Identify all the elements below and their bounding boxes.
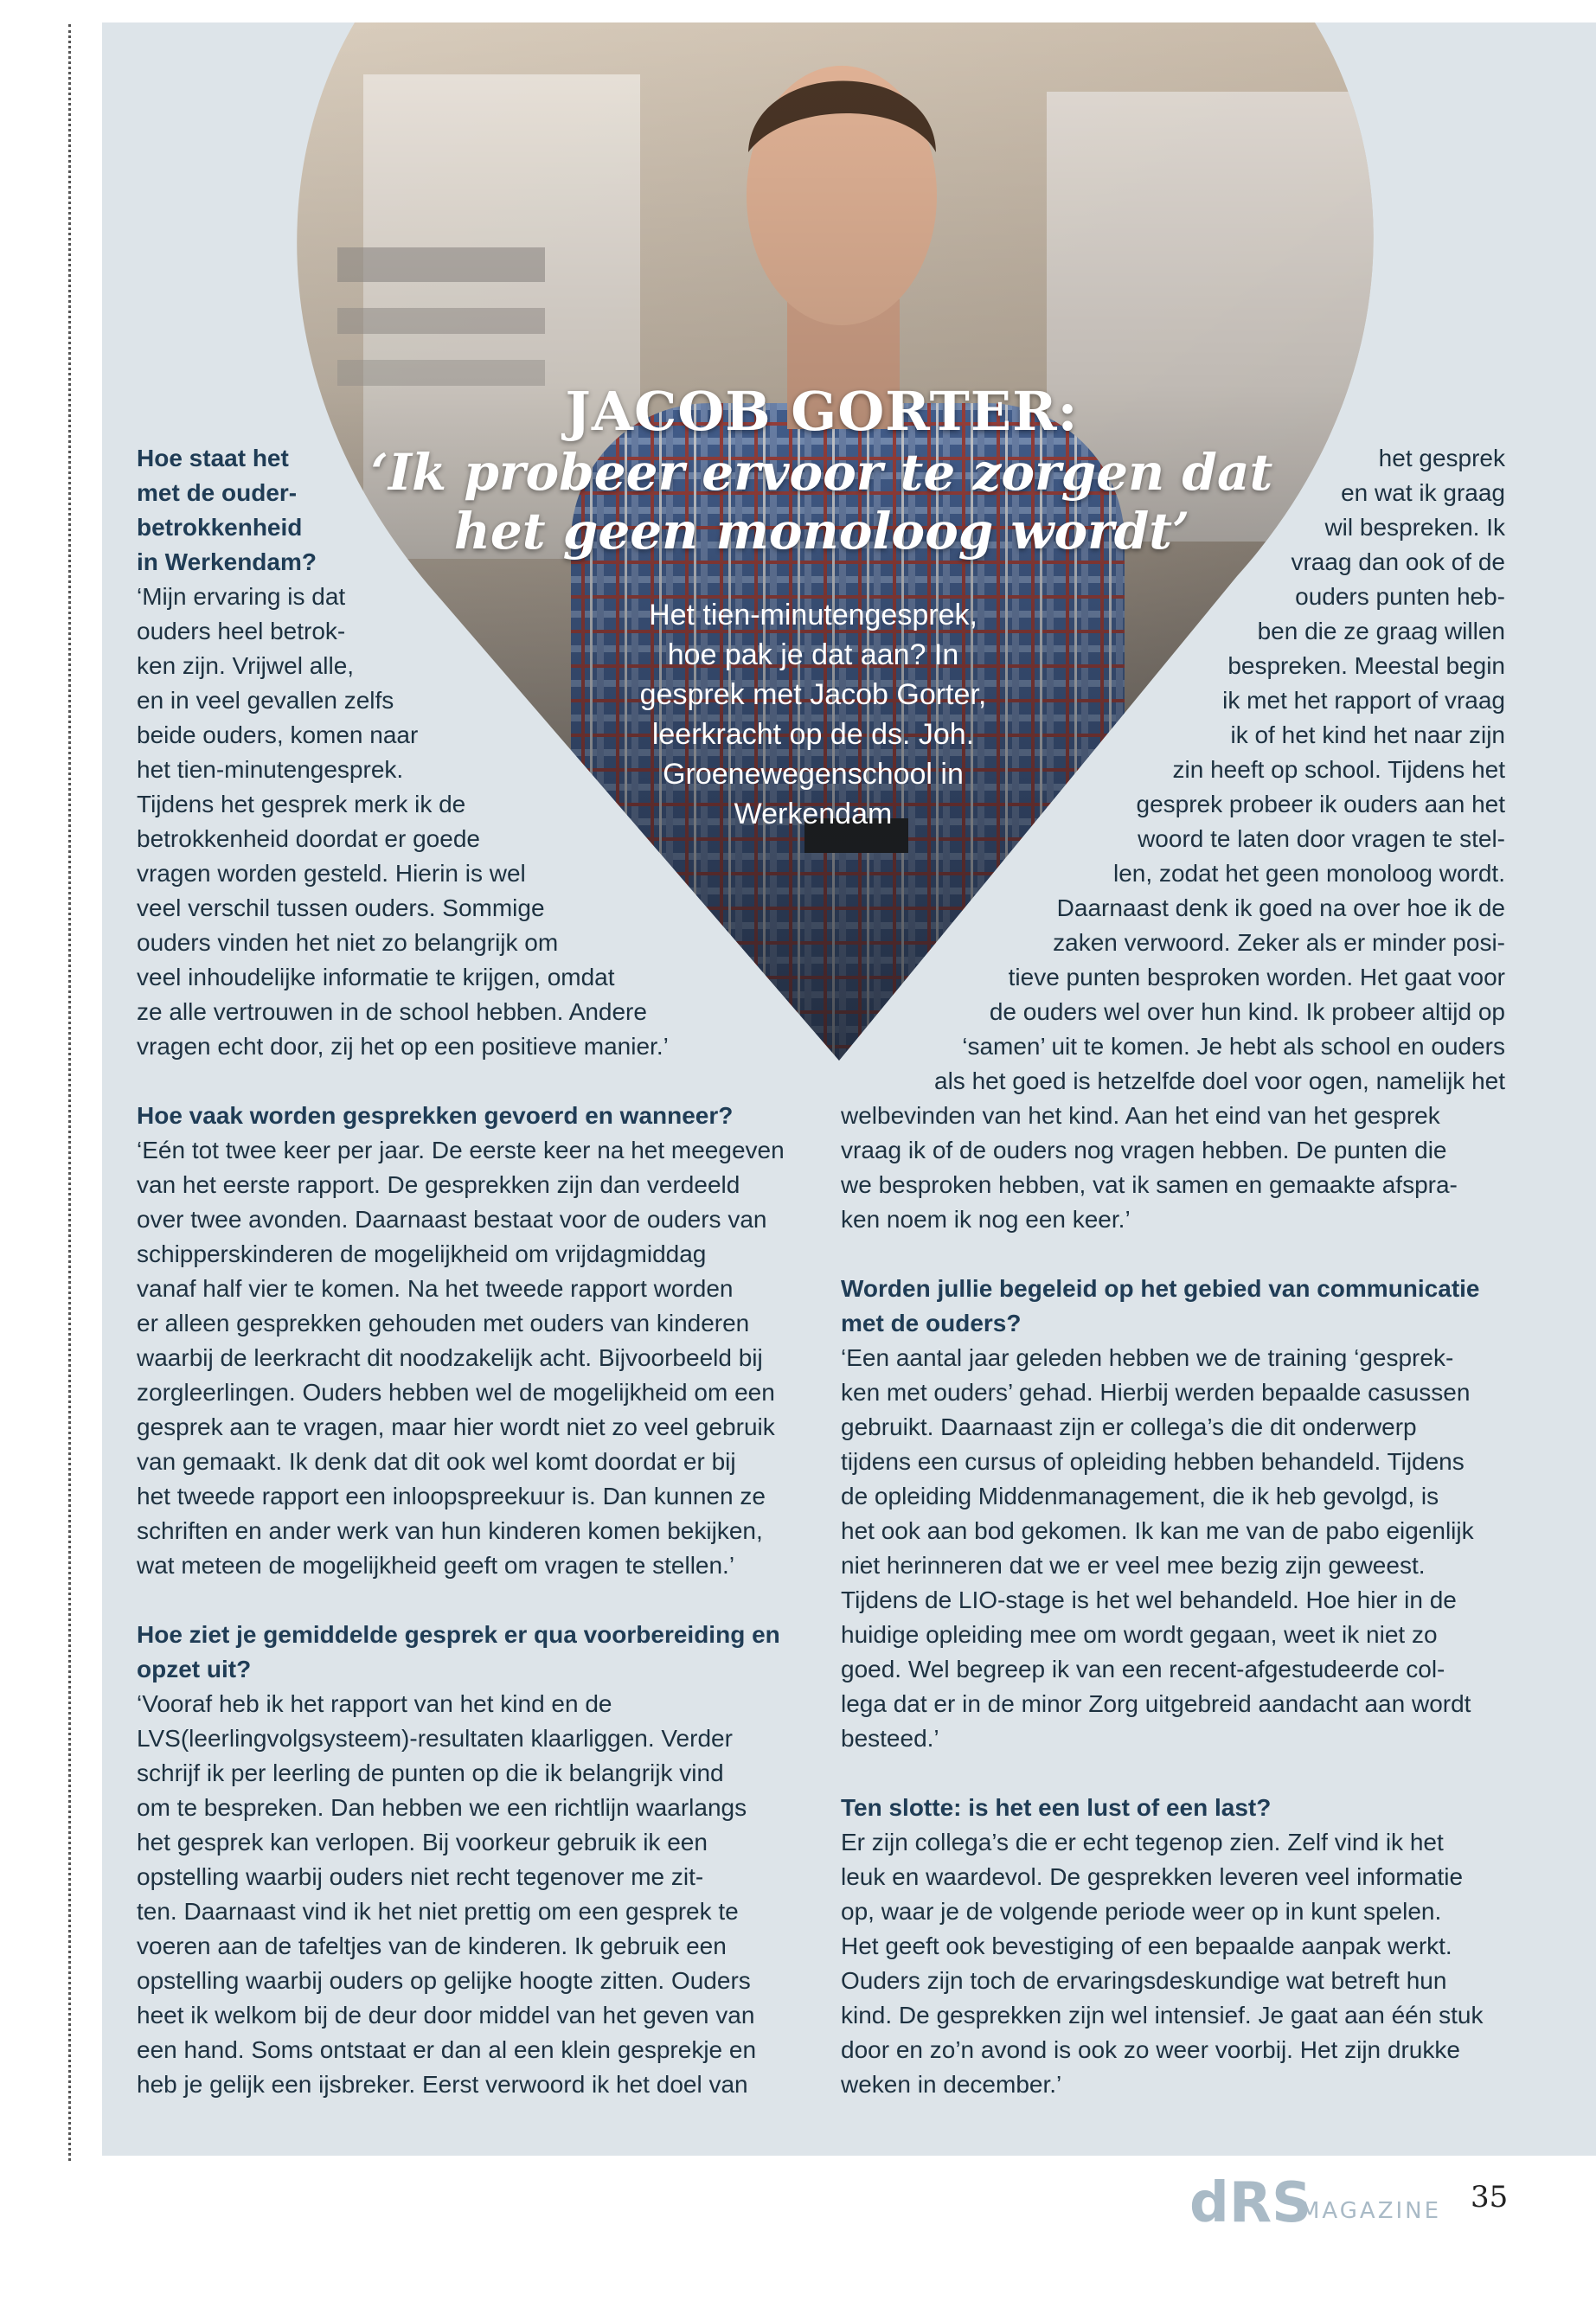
answer-line: het tien-minutengesprek. [137,756,404,783]
paragraph-gap [841,1756,1533,1791]
answer-line: het tweede rapport een inloopspreekuur is. Dan kunnen ze [137,1483,766,1509]
answer-line: zaken verwoord. Zeker als er minder posi- [1053,929,1505,956]
drs-magazine-logo [1189,2173,1449,2234]
answer-line: bespreken. Meestal begin [1227,652,1505,679]
answer-line: van gemaakt. Ik denk dat dit ook wel komt doordat er bij [137,1448,736,1475]
paragraph-gap [137,1583,829,1618]
answer-line: gesprek probeer ik ouders aan het [1136,791,1505,817]
answer-line: zorgleerlingen. Ouders hebben wel de mogelijkheid om een [137,1379,775,1406]
answer-line: een hand. Soms ontstaat er dan al een klein gesprekje en [137,2036,757,2063]
answer-line: besteed.’ [841,1725,939,1752]
answer-line: het gesprek kan verlopen. Bij voorkeur gebruik ik een [137,1829,708,1856]
answer-line: en in veel gevallen zelfs [137,687,394,714]
answer-line: huidige opleiding mee om wordt gegaan, weet ik niet zo [841,1621,1438,1648]
answer-line: het gesprek [1378,445,1505,471]
answer-line: ouders punten heb- [1295,583,1505,610]
intro-line: Groenewegenschool in [663,758,964,791]
answer-line: opstelling waarbij ouders op gelijke hoogte zitten. Ouders [137,1967,751,1994]
question-line: Hoe staat het [137,445,289,471]
answer-line: voeren aan de tafeltjes van de kinderen. Ik gebruik een [137,1932,727,1959]
question-line: met de ouders? [841,1310,1022,1336]
intro-line: gesprek met Jacob Gorter, [639,678,987,711]
answer-line: ken noem ik nog een keer.’ [841,1206,1131,1233]
intro-line: Het tien-minutengesprek, [649,599,977,631]
page-number: 35 [1471,2180,1509,2214]
answer-line: vraag dan ook of de [1291,548,1505,575]
headline-name: JACOB GORTER: [565,380,1079,443]
answer-line: vragen echt door, zij het op een positieve manier.’ [137,1033,669,1060]
answer-line: betrokkenheid doordat er goede [137,825,480,852]
left-column-top [137,441,846,1064]
answer-line: opstelling waarbij ouders niet recht tegenover me zit- [137,1863,704,1890]
right-column-bottom [841,1099,1533,2102]
question-line: Hoe ziet je gemiddelde gesprek er qua voorbereiding en [137,1621,780,1648]
question-line: opzet uit? [137,1656,252,1682]
answer-line: ik met het rapport of vraag [1222,687,1505,714]
answer-line: van het eerste rapport. De gesprekken zijn dan verdeeld [137,1171,740,1198]
answer-line: ben die ze graag willen [1257,618,1505,644]
logo-letters: dRS [1189,2173,1312,2234]
answer-line: door en zo’n avond is ook zo weer voorbij. Het zijn drukke [841,2036,1460,2063]
answer-line: lega dat er in de minor Zorg uitgebreid aandacht aan wordt [841,1690,1471,1717]
answer-line: Er zijn collega’s die er echt tegenop zien. Zelf vind ik het [841,1829,1444,1856]
answer-line: tieve punten besproken worden. Het gaat voor [1008,964,1505,990]
answer-line: ken zijn. Vrijwel alle, [137,652,355,679]
intro-line: leerkracht op de ds. Joh. [651,718,975,751]
answer-line: schriften en ander werk van hun kinderen komen bekijken, [137,1517,763,1544]
answer-line: LVS(leerlingvolgsysteem)-resultaten klaarliggen. Verder [137,1725,733,1752]
answer-line: weken in december.’ [841,2071,1062,2098]
answer-line: wil bespreken. Ik [1324,514,1505,541]
answer-line: vraag ik of de ouders nog vragen hebben. De punten die [841,1137,1447,1163]
question-line: met de ouder- [137,479,298,506]
answer-line: het ook aan bod gekomen. Ik kan me van de pabo eigenlijk [841,1517,1474,1544]
answer-line: ouders heel betrok- [137,618,346,644]
answer-line: de opleiding Middenmanagement, die ik heb gevolgd, is [841,1483,1439,1509]
intro-line: hoe pak je dat aan? In [667,638,959,671]
question-line: Hoe vaak worden gesprekken gevoerd en wanneer? [137,1102,734,1129]
answer-line: om te bespreken. Dan hebben we een richtlijn waarlangs [137,1794,747,1821]
answer-line: over twee avonden. Daarnaast bestaat voor de ouders van [137,1206,767,1233]
logo-magazine-word: MAGAZINE [1300,2198,1442,2224]
answer-line: ‘Eén tot twee keer per jaar. De eerste keer na het meegeven [137,1137,785,1163]
answer-line: schrijf ik per leerling de punten op die ik belangrijk vind [137,1759,724,1786]
answer-line: len, zodat het geen monoloog wordt. [1113,860,1505,887]
headline-quote-line-2: het geen monoloog wordt’ [453,502,1190,561]
answer-line: ten. Daarnaast vind ik het niet prettig om een gesprek te [137,1898,739,1925]
answer-line: ken met ouders’ gehad. Hierbij werden bepaalde casussen [841,1379,1471,1406]
answer-line: wat meteen de mogelijkheid geeft om vragen te stellen.’ [137,1552,735,1579]
question-line: Worden jullie begeleid op het gebied van communicatie [841,1275,1480,1302]
answer-line: welbevinden van het kind. Aan het eind van het gesprek [841,1102,1440,1129]
answer-line: kind. De gesprekken zijn wel intensief. Je gaat aan één stuk [841,2002,1484,2029]
answer-line: de ouders wel over hun kind. Ik probeer altijd op [989,998,1505,1025]
answer-line: Daarnaast denk ik goed na over hoe ik de [1056,894,1505,921]
answer-line: woord te laten door vragen te stel- [1138,825,1505,852]
answer-line: ‘Mijn ervaring is dat [137,583,346,610]
answer-line: ‘Een aantal jaar geleden hebben we de training ‘gesprek- [841,1344,1454,1371]
answer-line: beide ouders, komen naar [137,721,419,748]
left-column-bottom [137,1099,829,2102]
answer-line: we besproken hebben, vat ik samen en gemaakte afspra- [841,1171,1458,1198]
answer-line: leuk en waardevol. De gesprekken leveren veel informatie [841,1863,1464,1890]
intro-line: Werkendam [734,798,893,830]
answer-line: op, waar je de volgende periode weer op in kunt spelen. [841,1898,1442,1925]
answer-line: er alleen gesprekken gehouden met ouders van kinderen [137,1310,750,1336]
answer-line: gebruikt. Daarnaast zijn er collega’s die dit onderwerp [841,1413,1417,1440]
answer-line: ouders vinden het niet zo belangrijk om [137,929,559,956]
paragraph-gap [841,1237,1533,1272]
answer-line: waarbij de leerkracht dit noodzakelijk acht. Bijvoorbeeld bij [137,1344,763,1371]
answer-line: veel verschil tussen ouders. Sommige [137,894,545,921]
answer-line: als het goed is hetzelfde doel voor ogen, namelijk het [934,1067,1505,1094]
answer-line: niet herinneren dat we er veel mee bezig zijn geweest. [841,1552,1426,1579]
question-line: betrokkenheid [137,514,303,541]
right-column-top [813,441,1505,1099]
dotted-margin-line [68,24,71,2161]
answer-line: veel inhoudelijke informatie te krijgen, omdat [137,964,615,990]
question-line: Ten slotte: is het een lust of een last? [841,1794,1272,1821]
answer-line: vragen worden gesteld. Hierin is wel [137,860,526,887]
answer-line: schipperskinderen de mogelijkheid om vrijdagmiddag [137,1240,707,1267]
answer-line: tijdens een cursus of opleiding hebben behandeld. Tijdens [841,1448,1465,1475]
answer-line: heet ik welkom bij de deur door middel van het geven van [137,2002,755,2029]
answer-line: en wat ik graag [1341,479,1505,506]
answer-line: vanaf half vier te komen. Na het tweede rapport worden [137,1275,734,1302]
question-line: in Werkendam? [137,548,317,575]
answer-line: ‘samen’ uit te komen. Je hebt als school en ouders [962,1033,1505,1060]
answer-line: ze alle vertrouwen in de school hebben. Andere [137,998,647,1025]
headline-quote-line-1: ‘Ik probeer ervoor te zorgen dat [370,443,1273,502]
answer-line: ‘Vooraf heb ik het rapport van het kind en de [137,1690,612,1717]
answer-line: Het geeft ook bevestiging of een bepaalde aanpak werkt. [841,1932,1452,1959]
answer-line: Ouders zijn toch de ervaringsdeskundige wat betreft hun [841,1967,1447,1994]
answer-line: Tijdens de LIO-stage is het wel behandeld. Hoe hier in de [841,1586,1457,1613]
answer-line: heb je gelijk een ijsbreker. Eerst verwoord ik het doel van [137,2071,748,2098]
answer-line: goed. Wel begreep ik van een recent-afgestudeerde col- [841,1656,1445,1682]
answer-line: zin heeft op school. Tijdens het [1172,756,1505,783]
answer-line: Tijdens het gesprek merk ik de [137,791,466,817]
answer-line: gesprek aan te vragen, maar hier wordt niet zo veel gebruik [137,1413,775,1440]
answer-line: ik of het kind het naar zijn [1230,721,1505,748]
